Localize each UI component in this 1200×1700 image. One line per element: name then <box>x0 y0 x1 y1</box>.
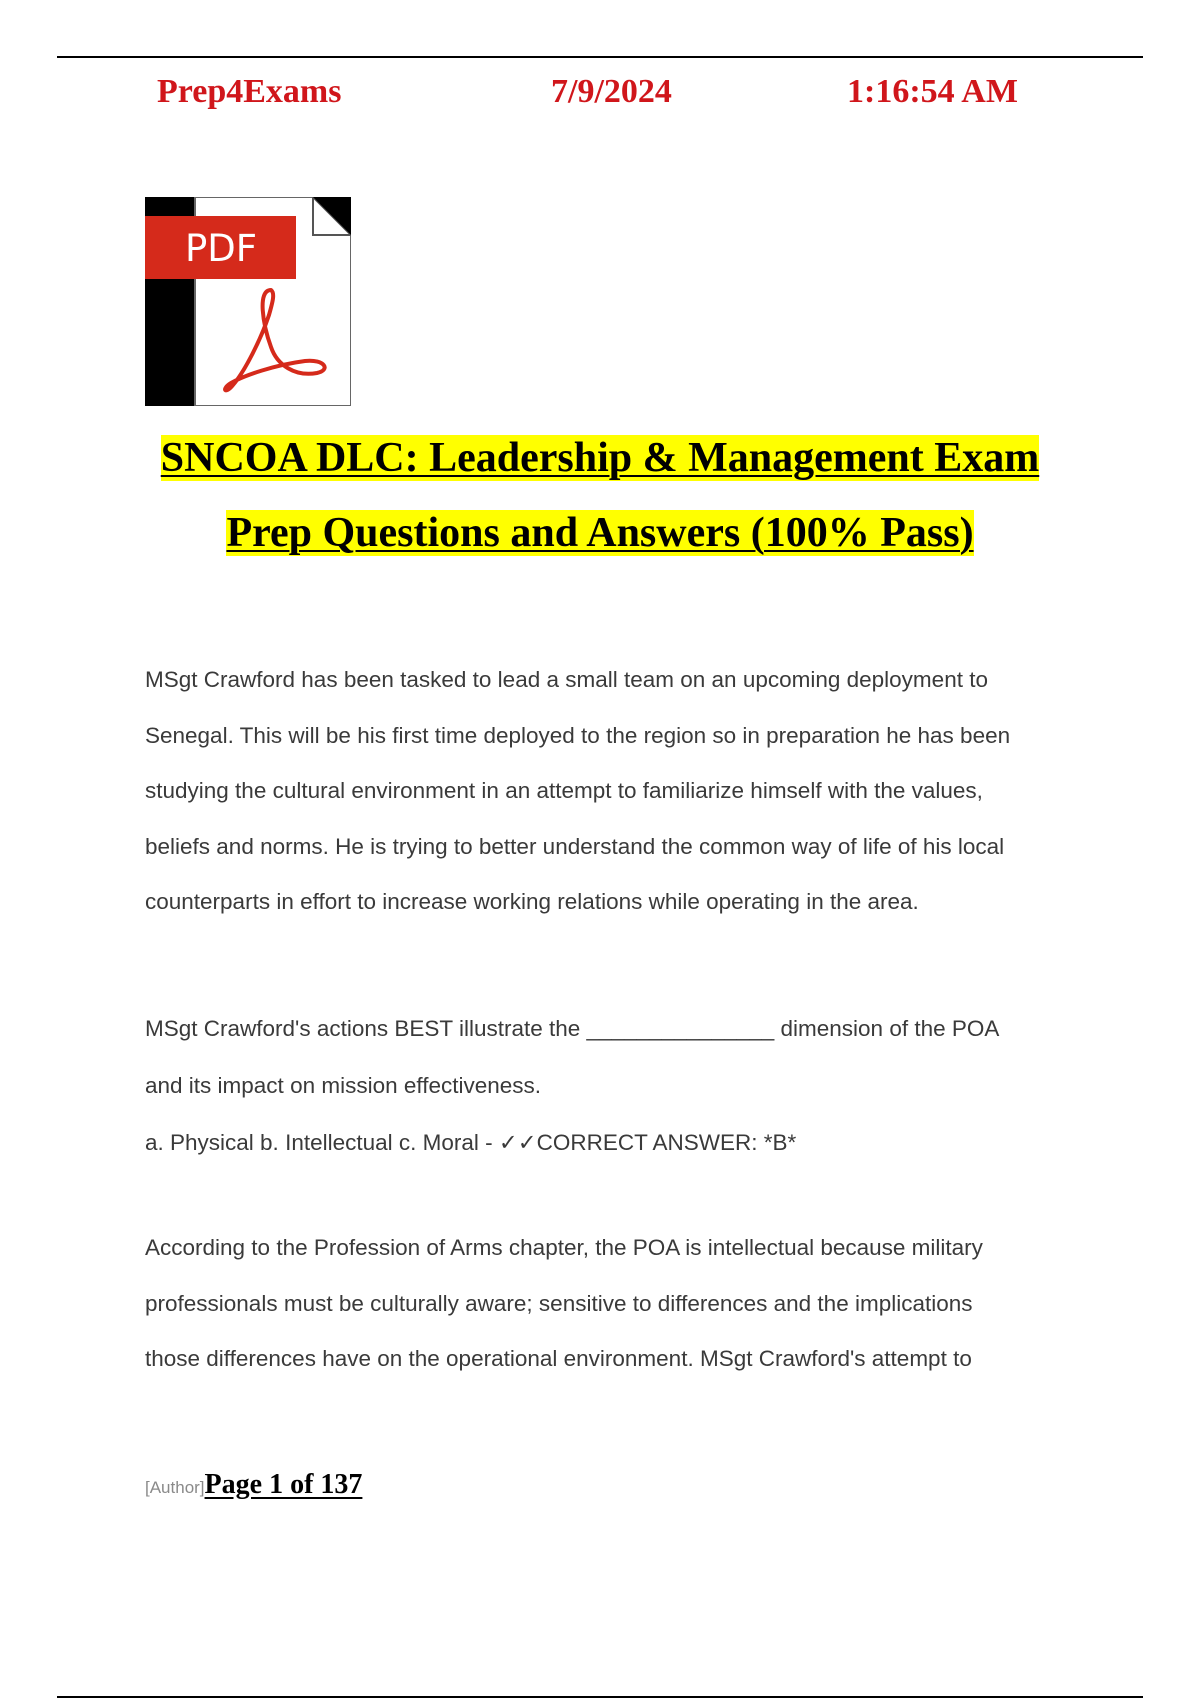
text-line: According to the Profession of Arms chapter, the POA is intellectual because military <box>145 1235 983 1260</box>
header-brand: Prep4Exams <box>157 73 342 110</box>
answer-line: a. Physical b. Intellectual c. Moral - ✓✓CORRECT ANSWER: *B* <box>145 1130 797 1155</box>
text-line: studying the cultural environment in an attempt to familiarize himself with the values, <box>145 778 983 803</box>
text-line: counterparts in effort to increase working relations while operating in the area. <box>145 889 919 914</box>
text-line: Senegal. This will be his first time deployed to the region so in preparation he has been <box>145 722 1011 748</box>
text-line: professionals must be culturally aware; sensitive to differences and the implications <box>145 1290 973 1316</box>
footer-author: [Author] <box>145 1478 205 1497</box>
footer-page-number: Page 1 of 137 <box>204 1469 363 1500</box>
document-title-line-2: Prep Questions and Answers (100% Pass) <box>226 510 974 556</box>
header-time: 1:16:54 AM <box>847 73 1018 110</box>
page-footer <box>145 1468 362 1506</box>
question-scenario-paragraph <box>145 652 1085 930</box>
bottom-rule <box>57 1696 1143 1698</box>
text-line: those differences have on the operational environment. MSgt Crawford's attempt to <box>145 1346 972 1371</box>
text-line: MSgt Crawford has been tasked to lead a small team on an upcoming deployment to <box>145 667 988 692</box>
question-paragraph <box>145 1000 1085 1171</box>
text-line: and its impact on mission effectiveness. <box>145 1073 542 1098</box>
pdf-badge-label: PDF <box>184 227 258 270</box>
header-date: 7/9/2024 <box>551 73 672 110</box>
pdf-file-icon <box>145 197 351 406</box>
document-title-line-1: SNCOA DLC: Leadership & Management Exam <box>160 435 1040 481</box>
top-rule <box>57 56 1143 58</box>
explanation-paragraph <box>145 1220 1085 1387</box>
text-line: beliefs and norms. He is trying to better understand the common way of life of his local <box>145 833 1005 859</box>
text-line: MSgt Crawford's actions BEST illustrate the _______________ dimension of the POA <box>145 1016 1000 1041</box>
